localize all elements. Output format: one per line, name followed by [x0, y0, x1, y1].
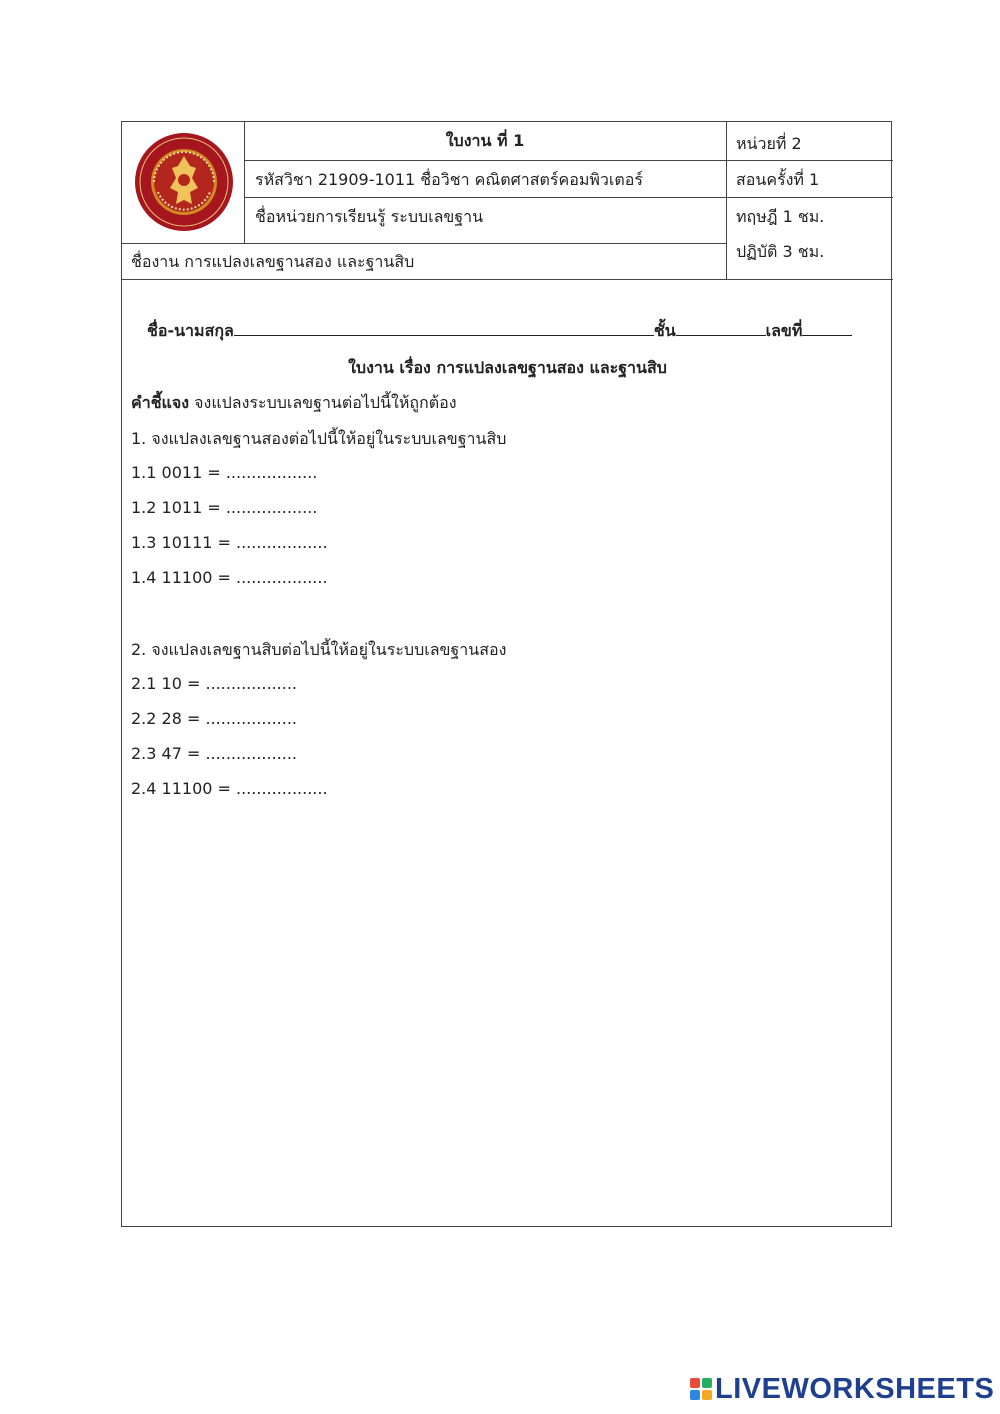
divider: [122, 279, 893, 280]
lesson-name: ชื่อหน่วยการเรียนรู้ ระบบเลขฐาน: [255, 207, 484, 226]
divider: [244, 160, 893, 161]
brand-name: LIVEWORKSHEETS: [715, 1372, 995, 1405]
name-field[interactable]: [234, 319, 654, 336]
question-item[interactable]: 1.4 11100 = ..................: [131, 568, 328, 587]
task-name: ชื่องาน การแปลงเลขฐานสอง และฐานสิบ: [131, 252, 415, 271]
question-item[interactable]: 2.1 10 = ..................: [131, 674, 298, 693]
class-label: ชั้น: [653, 321, 676, 340]
divider: [244, 197, 893, 198]
question-item[interactable]: 2.2 28 = ..................: [131, 709, 298, 728]
liveworksheets-brand[interactable]: [690, 1374, 994, 1404]
practice-hours: ปฏิบัติ 3 ชม.: [736, 242, 825, 261]
worksheet-frame: [121, 121, 892, 1227]
question-item[interactable]: 1.1 0011 = ..................: [131, 463, 318, 482]
session-number: สอนครั้งที่ 1: [736, 170, 820, 189]
instruction: [131, 391, 457, 416]
seal-logo: [134, 132, 234, 232]
question-item[interactable]: 1.3 10111 = ..................: [131, 533, 328, 552]
divider: [726, 122, 727, 279]
section2-heading: 2. จงแปลงเลขฐานสิบต่อไปนี้ให้อยู่ในระบบเลขฐานสอง: [131, 640, 507, 659]
divider: [122, 243, 726, 244]
unit-number: หน่วยที่ 2: [736, 134, 802, 153]
student-info-row: [147, 319, 852, 344]
number-field[interactable]: [802, 319, 852, 336]
instruction-label: คำชี้แจง: [131, 393, 190, 412]
class-field[interactable]: [676, 319, 766, 336]
question-item[interactable]: 2.3 47 = ..................: [131, 744, 298, 763]
worksheet-number-title: ใบงาน ที่ 1: [445, 131, 525, 150]
section1-heading: 1. จงแปลงเลขฐานสองต่อไปนี้ให้อยู่ในระบบเลขฐานสิบ: [131, 429, 507, 448]
question-item[interactable]: 1.2 1011 = ..................: [131, 498, 318, 517]
name-label: ชื่อ-นามสกุล: [147, 321, 234, 340]
question-item[interactable]: 2.4 11100 = ..................: [131, 779, 328, 798]
liveworksheets-grid-icon: [690, 1378, 712, 1400]
instruction-text: จงแปลงระบบเลขฐานต่อไปนี้ให้ถูกต้อง: [189, 393, 457, 412]
number-label: เลขที่: [765, 321, 803, 340]
worksheet-title: ใบงาน เรื่อง การแปลงเลขฐานสอง และฐานสิบ: [348, 358, 667, 377]
course-info: รหัสวิชา 21909-1011 ชื่อวิชา คณิตศาสตร์คอมพิวเตอร์: [255, 170, 643, 189]
theory-hours: ทฤษฎี 1 ชม.: [736, 207, 825, 226]
